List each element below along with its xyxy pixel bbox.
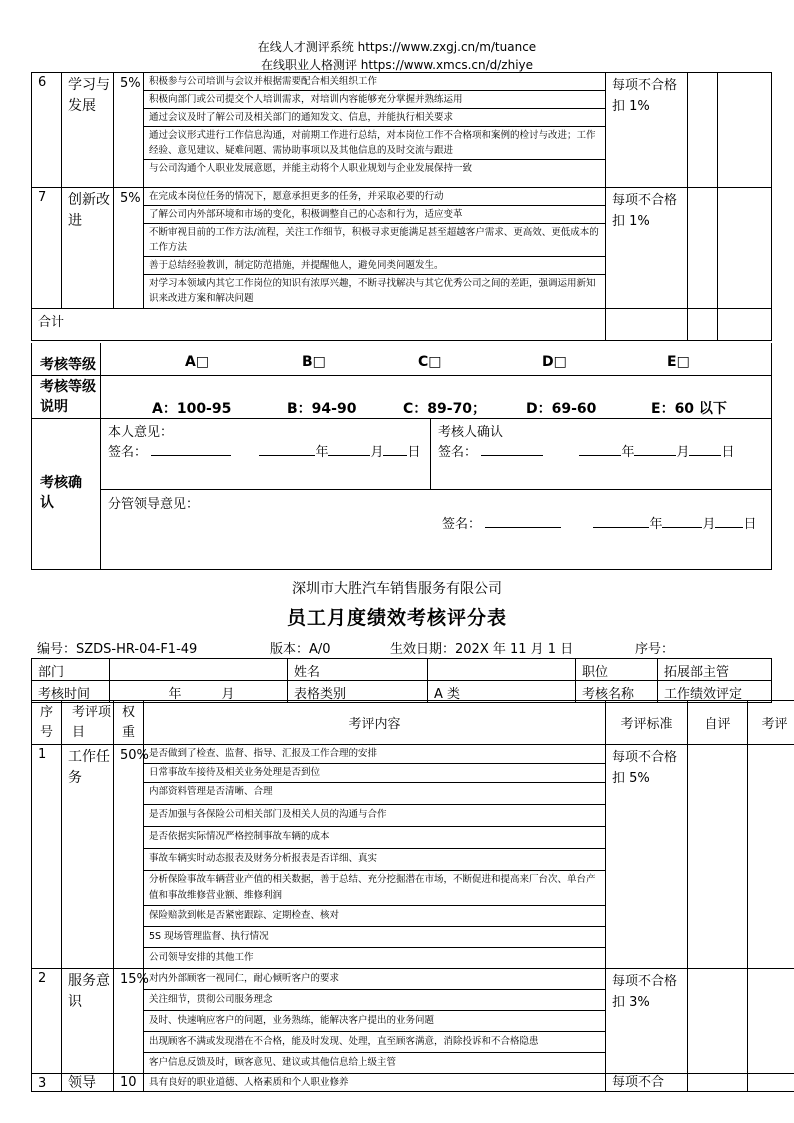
content-line: 积极向部门或公司提交个人培训需求，对培训内容能够充分掌握并熟练运用: [144, 91, 605, 109]
grade-label: 考核等级: [40, 357, 96, 373]
content-line: 对内外部顾客一视同仁，耐心倾听客户的要求: [144, 969, 605, 990]
row-no: 2: [32, 969, 62, 1074]
content-line: 客户信息反馈及时，顾客意见、建议或其他信息给上级主管: [149, 1057, 397, 1068]
leader-sign-label: 签名：: [442, 517, 482, 532]
content-line: 对学习本领域内其它工作岗位的知识有浓厚兴趣，不断寻找解决与其它优秀公司之间的差距，强调运用新知识来改进方案和解决问题: [149, 278, 596, 304]
confirm-label: 考核确认: [40, 475, 82, 511]
col-standard: 考评标准: [606, 701, 688, 745]
grade-desc-a: A：100-95: [152, 401, 232, 417]
row-weight: 5%: [114, 188, 144, 309]
table-row: [32, 969, 794, 1074]
row-review-score[interactable]: [718, 73, 772, 188]
table-row: [32, 188, 772, 309]
total-label: 合计: [32, 309, 606, 341]
grade-option-a[interactable]: A□: [185, 354, 210, 370]
row-self-score[interactable]: [688, 745, 748, 969]
table-type-label: 表格类别: [288, 681, 428, 703]
row-review-score[interactable]: [718, 188, 772, 309]
form-effective-date: 生效日期：202X 年 11 月 1 日: [390, 642, 574, 657]
content-line: 分析保险事故车辆营业产值的相关数据，善于总结、充分挖掘潜在市场，不断促进和提高来厂台次、单台产值和事故维修营业额、维修利润: [144, 871, 605, 906]
content-line: 5S 现场管理监督、执行情况: [144, 927, 605, 948]
row-standard: 每项不合格扣 1%: [606, 73, 688, 188]
row-contents: [144, 745, 606, 969]
content-line: 通过会议形式进行工作信息沟通，对前期工作进行总结，对本岗位工作不合格项和案例的检讨与改进；工作经验、意见建议、疑难问题、需协助事项以及其他信息的及时交流与跟进: [144, 127, 605, 160]
grade-option-b[interactable]: B□: [302, 354, 326, 370]
reviewer-sign-field[interactable]: [481, 443, 543, 456]
row-no: 7: [32, 188, 62, 309]
row-self-score[interactable]: [688, 969, 748, 1074]
row-contents: [144, 188, 606, 309]
col-weight: 权重: [114, 701, 144, 745]
content-line: 日常事故车接待及相关业务处理是否到位: [144, 764, 605, 783]
row-item: 学习与发展: [62, 73, 114, 188]
row-no: 1: [32, 745, 62, 969]
row-contents: [144, 1074, 606, 1092]
self-sign-field[interactable]: [151, 443, 231, 456]
grade-option-d[interactable]: D□: [542, 354, 567, 370]
eval-name-label: 考核名称: [576, 681, 658, 703]
dept-label: 部门: [32, 659, 110, 681]
row-standard: 每项不合格扣 1%: [606, 188, 688, 309]
col-review: 考评: [748, 701, 794, 745]
self-opinion-label: 本人意见：: [108, 425, 174, 440]
table-row: [32, 73, 772, 188]
grade-desc-e: E：60 以下: [651, 401, 727, 417]
grade-option-e[interactable]: E□: [667, 354, 690, 370]
content-line: 内部资料管理是否清晰、合理: [144, 783, 605, 805]
col-no: 序号: [32, 701, 62, 745]
row-standard: 每项不合格扣 5%: [606, 745, 688, 969]
content-line: 关注细节，贯彻公司服务理念: [144, 990, 605, 1011]
self-sign-label: 签名：: [108, 445, 148, 460]
dept-field[interactable]: [110, 659, 288, 681]
header-line-2: 在线职业人格测评 https://www.xmcs.cn/d/zhiye: [260, 58, 534, 72]
row-contents: [144, 969, 606, 1074]
form-version: 版本：A/0: [270, 642, 331, 657]
row-review-score[interactable]: [748, 969, 794, 1074]
row-weight: 10: [114, 1074, 144, 1092]
position-value: 拓展部主管: [658, 659, 772, 681]
content-line: 公司领导安排的其他工作: [149, 952, 254, 963]
row-review-score[interactable]: [748, 1074, 794, 1092]
row-item: 领导: [62, 1074, 114, 1092]
row-review-score[interactable]: [748, 745, 794, 969]
row-item: 工作任务: [62, 745, 114, 969]
content-line: 及时、快速响应客户的问题，业务熟练，能解决客户提出的业务问题: [144, 1011, 605, 1032]
top-eval-table: [31, 72, 772, 341]
grade-desc-d: D：69-60: [526, 401, 597, 417]
leader-opinion-label: 分管领导意见：: [108, 497, 200, 512]
content-line: 是否加强与各保险公司相关部门及相关人员的沟通与合作: [144, 805, 605, 827]
row-no: 3: [32, 1074, 62, 1092]
eval-name-value: 工作绩效评定: [658, 681, 772, 703]
row-standard: 每项不合: [606, 1074, 688, 1092]
content-line: 事故车辆实时动态报表及财务分析报表是否详细、真实: [144, 849, 605, 871]
content-line: 与公司沟通个人职业发展意愿，并能主动将个人职业规划与企业发展保持一致: [149, 163, 473, 174]
row-standard: 每项不合格扣 3%: [606, 969, 688, 1074]
grade-desc-b: B：94-90: [287, 401, 357, 417]
col-item: 考评项目: [62, 701, 114, 745]
content-line: 保险赔款到帐是否紧密跟踪、定期检查、核对: [144, 906, 605, 927]
content-line: 积极参与公司培训与会议并根据需要配合相关组织工作: [144, 73, 605, 91]
row-weight: 5%: [114, 73, 144, 188]
row-self-score[interactable]: [688, 1074, 748, 1092]
row-self-score[interactable]: [688, 188, 718, 309]
time-label: 考核时间: [32, 681, 110, 703]
leader-sign-field[interactable]: [485, 515, 561, 528]
info-table: [31, 658, 772, 703]
column-header-row: [32, 701, 794, 745]
content-line: 善于总结经验教训，制定防范措施，并提醒他人，避免同类问题发生。: [144, 257, 605, 275]
content-line: 具有良好的职业道德、人格素质和个人职业修养: [149, 1077, 349, 1088]
table-type-value: A 类: [428, 681, 576, 703]
grade-block: 考核等级 A□ B□ C□ D□ E□ 考核等级说明 A：100-95 B：94-90 C：89-70； D：69-60 E：60 以下 考核确认 本人意见： 签名： 年 月 日 考核人确认 签名： 年 月 日 分管领导意见： 签名： 年 月 日: [31, 343, 772, 570]
content-line: 不断审视目前的工作方法/流程，关注工作细节，积极寻求更能满足甚至超越客户需求、更高效、更低成本的工作方法: [144, 224, 605, 257]
row-contents: [144, 73, 606, 188]
row-item: 服务意识: [62, 969, 114, 1074]
row-item: 创新改进: [62, 188, 114, 309]
form-code: 编号：SZDS-HR-04-F1-49: [37, 642, 198, 657]
row-self-score[interactable]: [688, 73, 718, 188]
company-name: 深圳市大胜汽车销售服务有限公司: [292, 581, 502, 597]
total-self-score[interactable]: [688, 309, 718, 341]
form-seq: 序号：: [635, 642, 675, 657]
col-content: 考评内容: [144, 701, 606, 745]
table-row: [32, 1074, 794, 1092]
name-label: 姓名: [288, 659, 428, 681]
row-no: 6: [32, 73, 62, 188]
total-review-score[interactable]: [718, 309, 772, 341]
grade-desc-c: C：89-70；: [403, 401, 487, 417]
total-row: [32, 309, 772, 341]
header-line-1: 在线人才测评系统 https://www.zxgj.cn/m/tuance: [257, 40, 537, 54]
name-field[interactable]: [428, 659, 576, 681]
time-field[interactable]: 年 月: [110, 681, 288, 703]
grade-desc-label: 考核等级说明: [40, 379, 96, 415]
form-title: 员工月度绩效考核评分表: [286, 607, 507, 629]
content-line: 是否做到了检查、监督、指导、汇报及工作合理的安排: [144, 745, 605, 764]
bottom-eval-table: [31, 700, 794, 1092]
content-line: 通过会议及时了解公司及相关部门的通知发文、信息，并能执行相关要求: [144, 109, 605, 127]
content-line: 在完成本岗位任务的情况下，愿意承担更多的任务，并采取必要的行动: [144, 188, 605, 206]
reviewer-confirm-label: 考核人确认: [438, 425, 504, 440]
table-row: [32, 745, 794, 969]
col-self: 自评: [688, 701, 748, 745]
row-weight: 50%: [114, 745, 144, 969]
content-line: 了解公司内外部环境和市场的变化，积极调整自己的心态和行为，适应变革: [144, 206, 605, 224]
row-weight: 15%: [114, 969, 144, 1074]
position-label: 职位: [576, 659, 658, 681]
content-line: 出现顾客不满或发现潜在不合格，能及时发现、处理，直至顾客满意，消除投诉和不合格隐患: [144, 1032, 605, 1053]
reviewer-sign-label: 签名：: [438, 445, 478, 460]
content-line: 是否依据实际情况严格控制事故车辆的成本: [144, 827, 605, 849]
grade-option-c[interactable]: C□: [418, 354, 442, 370]
